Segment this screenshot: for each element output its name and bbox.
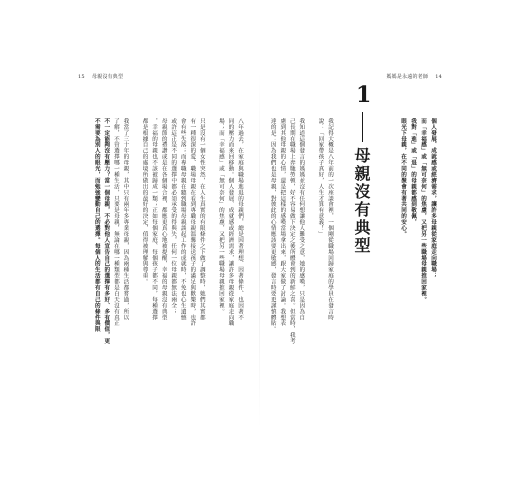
right-body-line: 達的是：因為我們也是母親，對彼此的心情應該要更敏感，發言時要更謹慎體貼。 <box>269 118 276 333</box>
right-body-line: 我知道這個發言的媽媽並沒有任何想讓他人難受之意，她的感嘆，只是因為自 <box>298 118 305 321</box>
left-body-line <box>129 118 139 353</box>
right-page-body <box>244 118 334 353</box>
left-body-line: 只是沒有一個女性突然，在人生真實的有限條件之下做了調整時，她們其實都 <box>198 118 205 321</box>
right-body-line: 己長期在職場上奔馳勞頓，好不容易做下決定之後所體會到的新鮮之喜。但當時，我考 <box>288 118 295 345</box>
left-page-number: 15 <box>78 74 85 80</box>
left-body-line: 不一定能夠沒有壓力？當一個母親，不必對他人宣告自己的選擇有多好、多有價值，更 <box>103 118 110 345</box>
left-body-line: 同的壓力而來回移動。個人發展、成就感或經濟需求，讓許多母親從家庭走向職 <box>227 118 234 327</box>
left-body-line <box>206 118 216 353</box>
left-body-line: 場；而「幸福感」或「無可奈何」的焦慮，又把另一些職場母親推回家裡。 <box>217 118 224 315</box>
left-body-line: 不需要為別人的眼光，而勉強變動自己的選擇。每個人的生活都有自己的條件與限 <box>93 118 100 333</box>
intro-line: 個人發展、成就感或經濟需求，讓許多母親從家庭走向職場； <box>430 118 436 279</box>
intro-line: 眼光下母親，在不同的聚會有著共同的安心。 <box>400 118 406 237</box>
intro-line: 我對「進」或「退」的母親都感到敬佩， <box>410 118 416 226</box>
left-body-line: 母親節的禮讚或是在各個場合裡，都應更真心地被提醒，幸福的母親沒有典型 <box>160 118 167 321</box>
chapter-intro <box>376 118 438 353</box>
left-page-body <box>76 118 244 353</box>
chapter-title: 母親沒有典型 <box>352 147 371 255</box>
right-body-line <box>305 118 315 353</box>
left-body-line: 我當了三十年的母親，其中只有兩年多專業母親，因為兩種生活都嘗過，所以 <box>122 118 129 321</box>
left-running-head <box>78 74 123 80</box>
chapter-number: 1 <box>356 82 372 108</box>
left-body-line: 八年過去，在家庭與職場進退的母親們，總是因著理想、因著條件、也因著不 <box>237 118 243 321</box>
left-body-line: 有一種很深的愛、職場母親在看到專職母親溫馨接送孩子的滿足與歡樂時，也許 <box>189 118 196 327</box>
left-body-line: 都是根據自己的處境所做出的最好的決定，值得被理解與尊重。 <box>141 118 148 285</box>
left-body-line: 了解，不管選擇哪一種生活，只要是母親，無論在哪一種類型都是白天沒有真正 <box>112 118 119 327</box>
right-body-line: 慮到其他母親的心情，還是把這樣的感嘆當場拿出來，跟大家做了討論。我想表 <box>279 118 286 327</box>
right-page-number: 14 <box>435 74 442 80</box>
left-running-title: 母親沒有典型 <box>91 74 124 80</box>
intro-line: 而「幸福感」或「無可奈何」的焦慮，又把另一些職場母親推回家裡。 <box>420 118 426 303</box>
right-body-line: 說：「回家帶孩子真好，人生才算有意義！」 <box>317 118 324 237</box>
left-body-line: 會有些失落；而專職母親在聽到職場母親談起工作的成就時，不免也心生遺憾 <box>179 118 186 321</box>
right-running-head <box>386 74 442 80</box>
left-body-line: 或許這正是不同的選擇中都必須承受的得與失，任何一位母親都無法兩全； <box>170 118 177 315</box>
chapter-rule <box>362 112 363 142</box>
right-body-line: 我記得大概是八年前的一次座談會裡，一個剛從職場回歸家庭的學員在發言時 <box>327 118 333 321</box>
right-running-title: 媽媽是永遠的老師 <box>386 74 429 80</box>
left-body-line: ，幸福的母親也不該被歸成一類；正如每個家庭、每個孩子都不同，每種選擇 <box>151 118 158 321</box>
